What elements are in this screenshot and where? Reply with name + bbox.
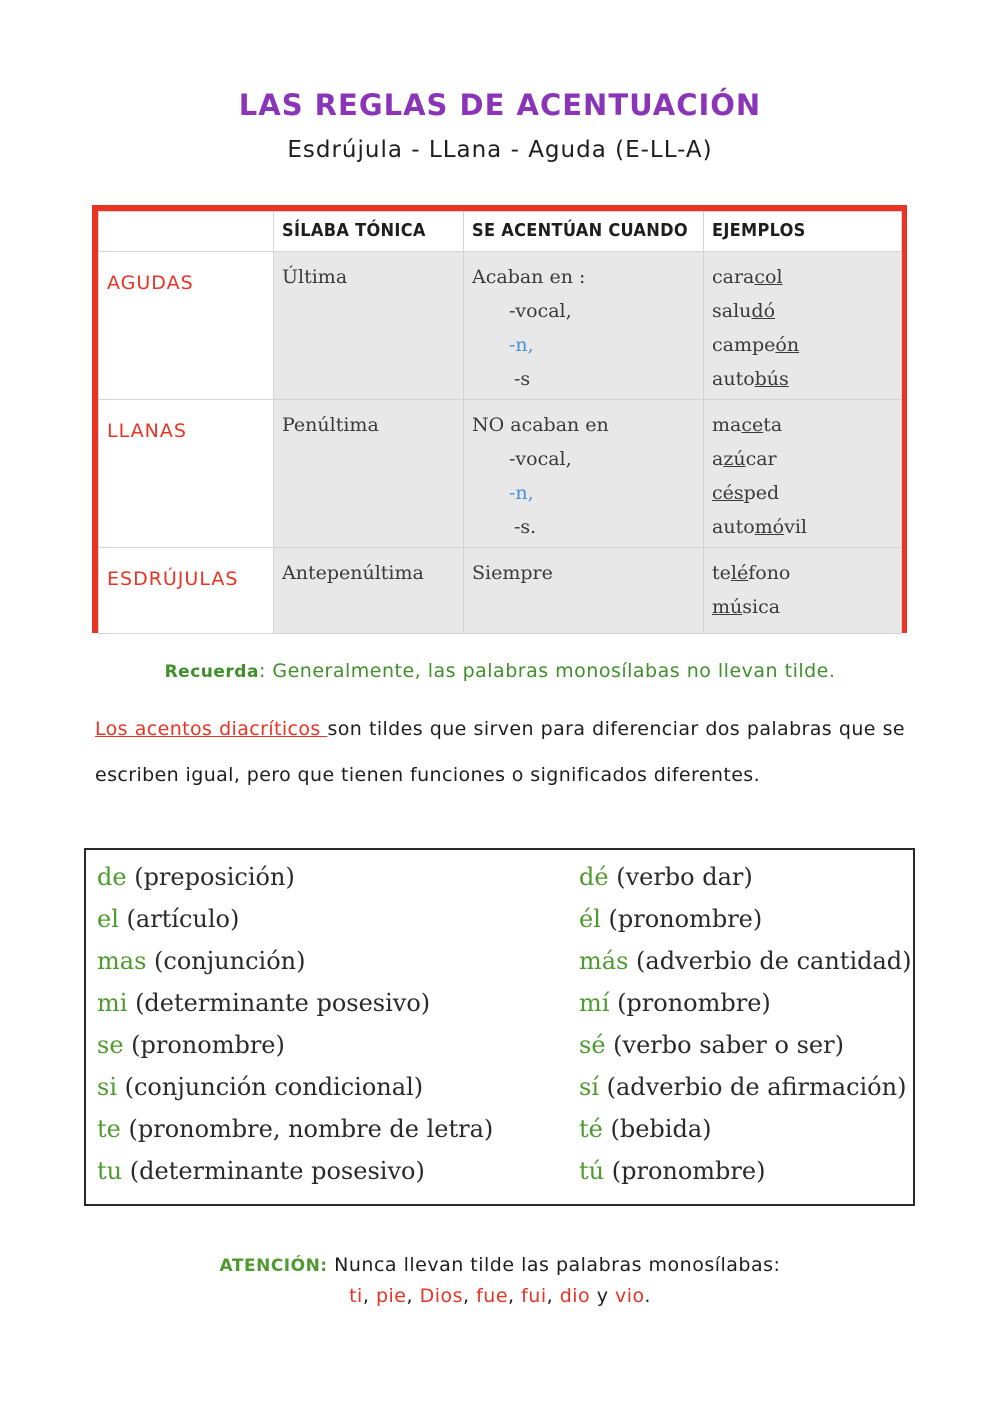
example-word: césped — [712, 482, 780, 504]
word-ti: ti — [349, 1285, 363, 1307]
word-fue: fue — [476, 1285, 509, 1307]
header-cell-silaba: SÍLABA TÓNICA — [274, 212, 464, 252]
table-row-esdrujulas — [99, 548, 902, 634]
header-cell-empty — [99, 212, 274, 252]
monosyllable-words: ti, pie, Dios, fue, fui, dio y vio. — [349, 1285, 651, 1307]
cuando-line: -vocal, — [509, 448, 572, 470]
cuando-esdrujulas — [464, 548, 704, 634]
pairs-left-column — [97, 860, 493, 1196]
diacritic-pairs-box — [84, 848, 915, 1206]
list-item: tú (pronombre) — [579, 1157, 766, 1185]
atencion-label: ATENCIÓN: — [219, 1256, 328, 1276]
cuando-line: -n, — [509, 334, 534, 356]
recuerda-note — [0, 660, 1000, 682]
recuerda-label: Recuerda — [164, 662, 259, 682]
header-cell-cuando: SE ACENTÚAN CUANDO — [464, 212, 704, 252]
ejemplos-llanas — [704, 400, 902, 548]
silaba-llanas: Penúltima — [274, 400, 464, 548]
cuando-line: -vocal, — [509, 300, 572, 322]
atencion-text: Nunca llevan tilde las palabras monosílabas: — [327, 1254, 781, 1276]
word-fui: fui — [521, 1285, 547, 1307]
word-pie: pie — [375, 1285, 407, 1307]
list-item: si (conjunción condicional) — [97, 1073, 424, 1101]
example-word: caracol — [712, 266, 783, 288]
list-item: mí (pronombre) — [579, 989, 771, 1017]
table-header-row — [99, 212, 902, 252]
example-word: teléfono — [712, 562, 791, 584]
table-row-agudas — [99, 252, 902, 400]
list-item: de (preposición) — [97, 863, 295, 891]
atencion-note — [0, 1254, 1000, 1276]
cuando-line: Acaban en : — [472, 266, 586, 288]
list-item: se (pronombre) — [97, 1031, 285, 1059]
list-item: té (bebida) — [579, 1115, 712, 1143]
row-label-llanas: LLANAS — [99, 400, 274, 548]
diacriticos-highlight: Los acentos diacríticos — [95, 718, 328, 740]
recuerda-text: : Generalmente, las palabras monosílabas no llevan tilde. — [258, 660, 836, 682]
cuando-line: NO acaban en — [472, 414, 609, 436]
cuando-line: -s — [514, 368, 531, 390]
example-word: azúcar — [712, 448, 777, 470]
word-dios: Dios — [419, 1285, 463, 1307]
cuando-line: -s. — [514, 516, 537, 538]
word-vio: vio — [615, 1285, 645, 1307]
list-item: mi (determinante posesivo) — [97, 989, 431, 1017]
list-item: sé (verbo saber o ser) — [579, 1031, 844, 1059]
example-word: campeón — [712, 334, 800, 356]
list-item: el (artículo) — [97, 905, 240, 933]
word-dio: dio — [559, 1285, 591, 1307]
page-title: LAS REGLAS DE ACENTUACIÓN — [238, 88, 762, 122]
row-label-agudas: AGUDAS — [99, 252, 274, 400]
example-word: autobús — [712, 368, 789, 390]
table-row-llanas — [99, 400, 902, 548]
diacriticos-text: son tildes que sirven para diferenciar dos palabras que se escriben igual, pero que tienen funciones o significados diferentes. — [95, 718, 905, 786]
rules-table — [98, 211, 902, 634]
ejemplos-agudas — [704, 252, 902, 400]
example-word: música — [712, 596, 781, 618]
row-label-esdrujulas: ESDRÚJULAS — [99, 548, 274, 634]
cuando-line: Siempre — [472, 562, 553, 584]
page-subtitle: Esdrújula - LLana - Aguda (E-LL-A) — [287, 137, 713, 163]
diacriticos-paragraph — [95, 706, 905, 798]
cuando-line: -n, — [509, 482, 534, 504]
silaba-agudas: Última — [274, 252, 464, 400]
list-item: él (pronombre) — [579, 905, 763, 933]
list-item: dé (verbo dar) — [579, 863, 753, 891]
example-word: maceta — [712, 414, 783, 436]
list-item: más (adverbio de cantidad) — [579, 947, 912, 975]
pairs-right-column — [579, 860, 912, 1196]
list-item: sí (adverbio de afirmación) — [579, 1073, 907, 1101]
cuando-agudas — [464, 252, 704, 400]
example-word: saludó — [712, 300, 776, 322]
silaba-esdrujulas: Antepenúltima — [274, 548, 464, 634]
list-item: mas (conjunción) — [97, 947, 306, 975]
example-word: automóvil — [712, 516, 807, 538]
header-cell-ejemplos: EJEMPLOS — [704, 212, 902, 252]
list-item: tu (determinante posesivo) — [97, 1157, 425, 1185]
rules-table-frame — [92, 205, 907, 633]
ejemplos-esdrujulas — [704, 548, 902, 634]
list-item: te (pronombre, nombre de letra) — [97, 1115, 494, 1143]
cuando-llanas — [464, 400, 704, 548]
